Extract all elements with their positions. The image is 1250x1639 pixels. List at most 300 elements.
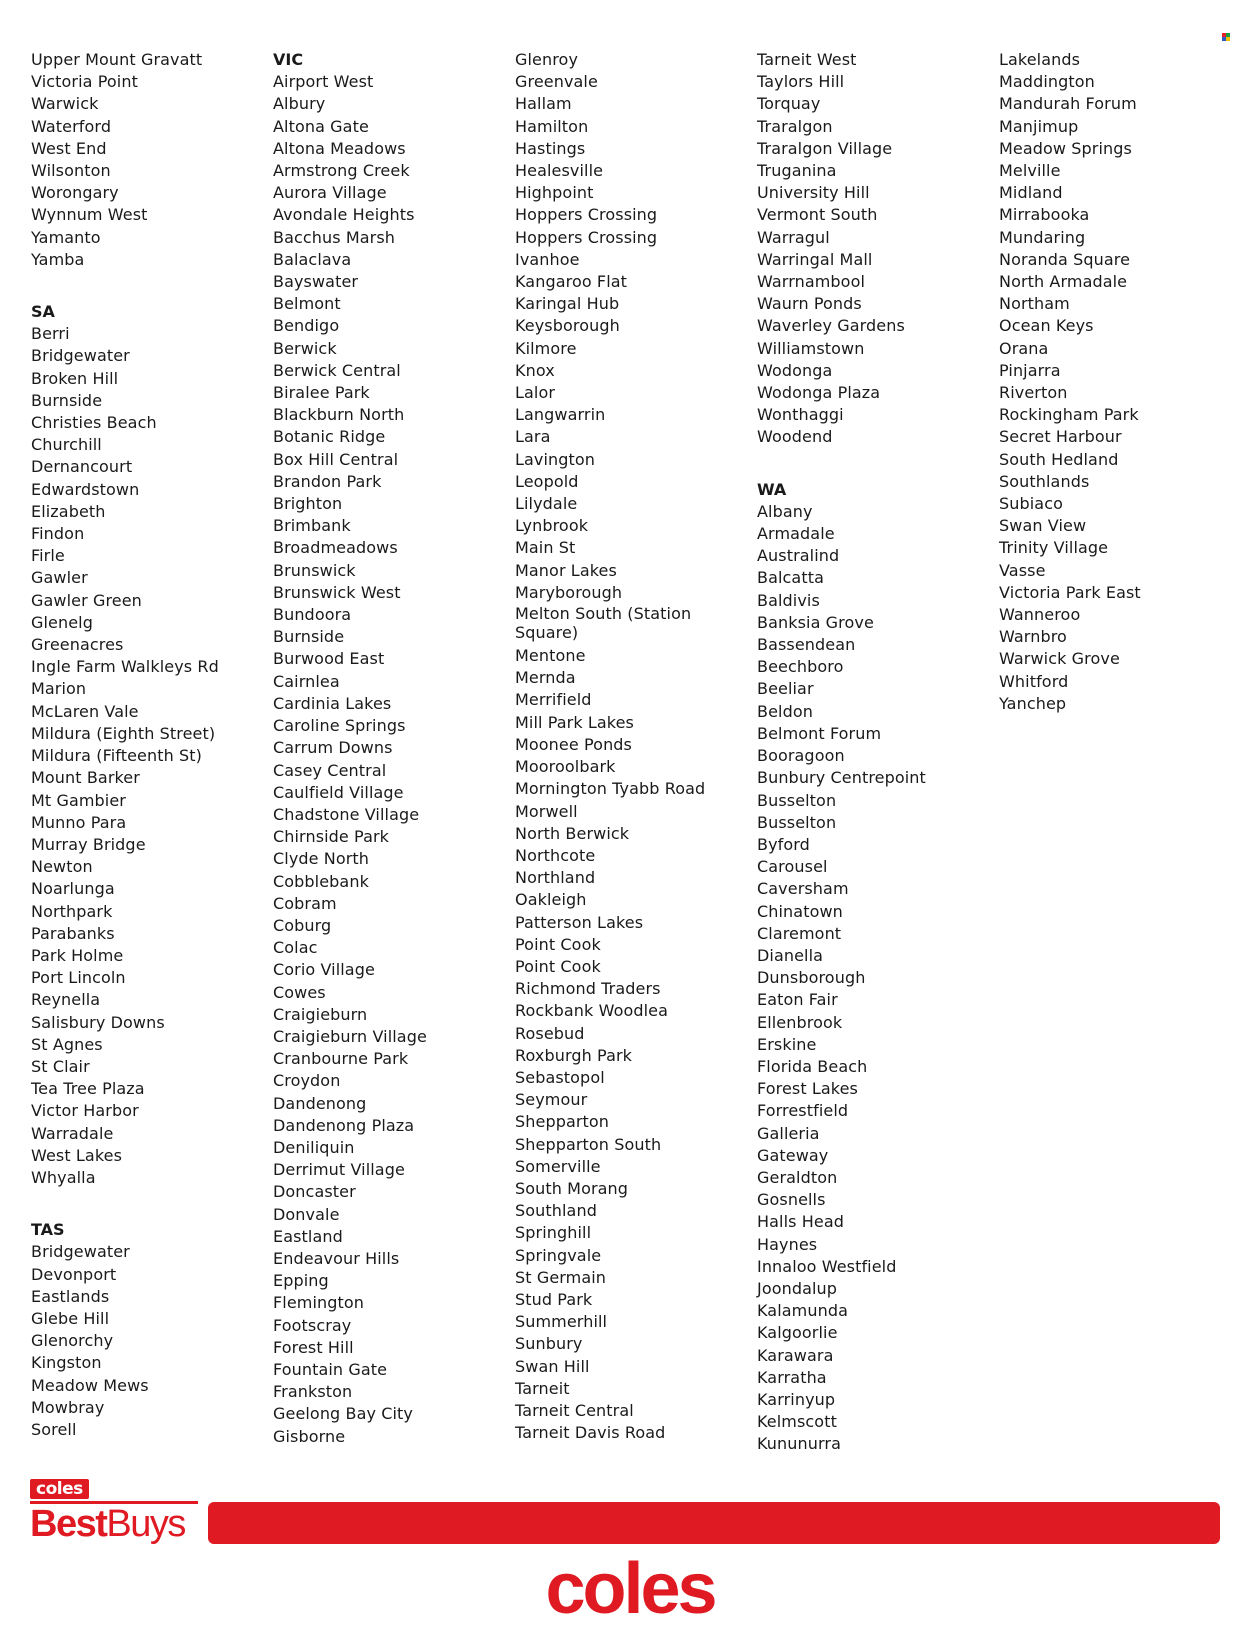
store-name: Doncaster <box>273 1182 356 1202</box>
bestbuys-buys: Buys <box>106 1503 185 1545</box>
store-name: Devonport <box>31 1264 117 1284</box>
store-name: Wonthaggi <box>757 405 844 425</box>
store-column-5 <box>999 49 1231 715</box>
store-name: Busselton <box>757 790 837 810</box>
store-name: Tarneit Central <box>515 1400 634 1420</box>
store-group <box>31 323 263 1189</box>
store-name: Shepparton <box>515 1112 610 1132</box>
store-name: Box Hill Central <box>273 449 399 469</box>
store-name: Erskine <box>757 1034 817 1054</box>
store-name: Midland <box>999 183 1063 203</box>
store-name: McLaren Vale <box>31 701 139 721</box>
store-name: Joondalup <box>757 1278 838 1298</box>
store-name: Truganina <box>757 161 837 181</box>
store-name: St Agnes <box>31 1034 103 1054</box>
store-name: Brighton <box>273 494 343 514</box>
store-name: Gawler <box>31 568 88 588</box>
store-name: Melton South (Station Square) <box>515 604 692 643</box>
store-name: Beeliar <box>757 679 814 699</box>
store-name: Firle <box>31 546 65 566</box>
store-name: Cobblebank <box>273 871 369 891</box>
store-column-1 <box>31 49 263 1441</box>
store-name: Ellenbrook <box>757 1012 843 1032</box>
store-name: Karratha <box>757 1367 827 1387</box>
store-name: Waverley Gardens <box>757 316 905 336</box>
store-name: Kalgoorlie <box>757 1323 838 1343</box>
store-name: Sebastopol <box>515 1067 605 1087</box>
store-name: Melville <box>999 161 1061 181</box>
store-name: Parabanks <box>31 923 115 943</box>
store-name: Wanneroo <box>999 605 1081 625</box>
store-name: Croydon <box>273 1071 341 1091</box>
store-name: Christies Beach <box>31 413 157 433</box>
store-name: South Morang <box>515 1178 629 1198</box>
store-name: Casey Central <box>273 760 387 780</box>
bestbuys-best: Best <box>30 1503 107 1545</box>
store-name: Lynbrook <box>515 516 589 536</box>
store-group <box>999 49 1231 715</box>
store-name: Glenorchy <box>31 1331 114 1351</box>
store-name: Dianella <box>757 945 824 965</box>
store-name: Warwick <box>31 94 99 114</box>
store-name: Booragoon <box>757 746 845 766</box>
store-name: Healesville <box>515 161 604 181</box>
store-name: Springhill <box>515 1223 592 1243</box>
store-name: Traralgon <box>757 116 833 136</box>
store-name: Kelmscott <box>757 1412 837 1432</box>
store-name: Trinity Village <box>999 538 1109 558</box>
store-name: Cardinia Lakes <box>273 693 392 713</box>
store-name: West End <box>31 138 107 158</box>
store-name: Eastlands <box>31 1286 110 1306</box>
store-name: Mentone <box>515 646 586 666</box>
store-name: Tarneit <box>515 1378 570 1398</box>
store-name: Beldon <box>757 701 813 721</box>
store-name: Sorell <box>31 1419 77 1439</box>
store-name: Ivanhoe <box>515 249 580 269</box>
store-column-3 <box>515 49 747 1444</box>
store-name: Endeavour Hills <box>273 1248 400 1268</box>
coles-logo: coles <box>545 1549 715 1629</box>
store-name: Rockbank Woodlea <box>515 1001 669 1021</box>
store-name: Southland <box>515 1201 597 1221</box>
store-name: Woodend <box>757 427 833 447</box>
store-name: Elizabeth <box>31 501 106 521</box>
store-name: Busselton <box>757 812 837 832</box>
store-name: Edwardstown <box>31 479 140 499</box>
store-name: Meadow Springs <box>999 138 1132 158</box>
store-name: Munno Para <box>31 812 127 832</box>
store-name: Frankston <box>273 1382 353 1402</box>
store-name: Berri <box>31 324 70 344</box>
store-name: Mill Park Lakes <box>515 712 634 732</box>
store-name: Meadow Mews <box>31 1375 149 1395</box>
store-group <box>757 501 989 1456</box>
group-spacer <box>757 449 989 479</box>
store-name: Upper Mount Gravatt <box>31 50 203 69</box>
store-name: Bundoora <box>273 605 352 625</box>
store-name: Galleria <box>757 1123 820 1143</box>
store-name: Carrum Downs <box>273 738 393 758</box>
store-name: Warnbro <box>999 627 1067 647</box>
store-name: Salisbury Downs <box>31 1012 165 1032</box>
store-name: Broadmeadows <box>273 538 398 558</box>
store-name: Merrifield <box>515 690 592 710</box>
store-name: North Armadale <box>999 272 1128 292</box>
store-name: Brunswick West <box>273 582 401 602</box>
store-name: Manor Lakes <box>515 560 617 580</box>
store-name: Footscray <box>273 1315 352 1335</box>
coles-small-logo: coles <box>30 1479 89 1499</box>
store-name: Blackburn North <box>273 405 405 425</box>
store-name: Albany <box>757 501 813 521</box>
store-name: Kangaroo Flat <box>515 272 628 292</box>
store-name: Flemington <box>273 1293 365 1313</box>
store-name: Craigieburn Village <box>273 1026 427 1046</box>
store-group <box>31 49 263 271</box>
store-name: Bridgewater <box>31 346 130 366</box>
store-name: Reynella <box>31 990 101 1010</box>
store-name: Albury <box>273 94 326 114</box>
store-name: Lilydale <box>515 494 578 514</box>
store-name: Corio Village <box>273 960 375 980</box>
store-name: Yanchep <box>999 693 1067 713</box>
store-name: Burnside <box>31 390 103 410</box>
state-heading: TAS <box>31 1220 65 1240</box>
store-name: Banksia Grove <box>757 612 874 632</box>
store-name: Karrinyup <box>757 1389 836 1409</box>
store-name: Bridgewater <box>31 1242 130 1262</box>
store-name: Northpark <box>31 901 113 921</box>
store-name: Claremont <box>757 923 842 943</box>
store-name: Yamanto <box>31 227 101 247</box>
store-group <box>757 49 989 449</box>
store-name: Dunsborough <box>757 968 866 988</box>
bestbuys-logo <box>30 1479 198 1544</box>
store-name: Lakelands <box>999 50 1081 69</box>
store-name: Mernda <box>515 668 576 688</box>
store-name: Somerville <box>515 1156 601 1176</box>
store-name: Waurn Ponds <box>757 294 862 314</box>
store-name: Halls Head <box>757 1212 844 1232</box>
store-name: Mooroolbark <box>515 757 616 777</box>
store-name: Cobram <box>273 893 337 913</box>
store-name: Wynnum West <box>31 205 148 225</box>
store-group <box>273 71 505 1448</box>
store-name: Kalamunda <box>757 1301 848 1321</box>
store-name: Burwood East <box>273 649 385 669</box>
store-name: Brimbank <box>273 516 351 536</box>
store-name: Greenacres <box>31 635 124 655</box>
store-name: Brunswick <box>273 560 356 580</box>
store-name: Gisborne <box>273 1426 346 1446</box>
store-name: Rosebud <box>515 1023 585 1043</box>
group-spacer <box>31 1189 263 1219</box>
store-name: Warragul <box>757 227 830 247</box>
store-name: Altona Meadows <box>273 138 406 158</box>
store-name: Chinatown <box>757 901 843 921</box>
store-name: Highpoint <box>515 183 594 203</box>
store-name: Colac <box>273 938 318 958</box>
store-name: Northland <box>515 868 596 888</box>
store-name: Riverton <box>999 383 1068 403</box>
store-name: Coburg <box>273 915 332 935</box>
store-group <box>31 1241 263 1441</box>
store-name: Murray Bridge <box>31 834 146 854</box>
state-heading: WA <box>757 479 787 499</box>
store-name: Summerhill <box>515 1312 608 1332</box>
store-name: Chirnside Park <box>273 827 390 847</box>
store-name: Manjimup <box>999 116 1079 136</box>
store-name: Newton <box>31 857 93 877</box>
store-name: Botanic Ridge <box>273 427 386 447</box>
store-name: Tarneit Davis Road <box>515 1423 666 1443</box>
store-name: Dernancourt <box>31 457 133 477</box>
store-name: Bassendean <box>757 635 856 655</box>
store-name: Hoppers Crossing <box>515 227 658 247</box>
store-name: Kingston <box>31 1353 102 1373</box>
store-name: Mundaring <box>999 227 1086 247</box>
store-name: Orana <box>999 338 1049 358</box>
store-name: Kilmore <box>515 338 577 358</box>
store-name: Wodonga Plaza <box>757 383 881 403</box>
store-name: Kununurra <box>757 1434 841 1454</box>
store-name: Glenelg <box>31 612 93 632</box>
store-name: Mildura (Fifteenth St) <box>31 746 203 766</box>
state-heading: SA <box>31 302 55 322</box>
store-name: Eastland <box>273 1226 343 1246</box>
store-name: Geraldton <box>757 1167 838 1187</box>
store-name: Tarneit West <box>757 50 857 69</box>
store-name: Oakleigh <box>515 890 587 910</box>
store-name: Knox <box>515 360 555 380</box>
store-name: South Hedland <box>999 449 1119 469</box>
store-name: Forest Hill <box>273 1337 354 1357</box>
store-name: Morwell <box>515 801 578 821</box>
store-name: Bayswater <box>273 272 359 292</box>
store-name: Keysborough <box>515 316 620 336</box>
store-name: St Germain <box>515 1267 607 1287</box>
store-name: Fountain Gate <box>273 1359 388 1379</box>
store-name: Maddington <box>999 72 1095 92</box>
store-name: Chadstone Village <box>273 804 420 824</box>
store-name: Main St <box>515 538 576 558</box>
store-name: Burnside <box>273 627 345 647</box>
store-name: Caversham <box>757 879 849 899</box>
store-name: Dandenong Plaza <box>273 1115 415 1135</box>
store-name: Tea Tree Plaza <box>31 1079 145 1099</box>
store-name: Wilsonton <box>31 161 111 181</box>
store-name: Lara <box>515 427 551 447</box>
store-name: Point Cook <box>515 934 601 954</box>
store-name: Mornington Tyabb Road <box>515 779 706 799</box>
store-name: Whyalla <box>31 1167 96 1187</box>
store-name: Karingal Hub <box>515 294 620 314</box>
store-name: Ingle Farm Walkleys Rd <box>31 657 219 677</box>
store-name: Glebe Hill <box>31 1308 110 1328</box>
store-name: Epping <box>273 1271 329 1291</box>
store-name: Karawara <box>757 1345 834 1365</box>
store-name: Subiaco <box>999 494 1063 514</box>
store-name: Vermont South <box>757 205 878 225</box>
store-name: Dandenong <box>273 1093 367 1113</box>
store-name: Hoppers Crossing <box>515 205 658 225</box>
store-column-2 <box>273 49 505 1448</box>
store-name: Florida Beach <box>757 1056 868 1076</box>
store-name: Northam <box>999 294 1070 314</box>
store-name: Leopold <box>515 471 579 491</box>
store-name: Noarlunga <box>31 879 115 899</box>
store-name: Point Cook <box>515 956 601 976</box>
store-name: Wodonga <box>757 360 833 380</box>
store-name: Springvale <box>515 1245 602 1265</box>
store-name: Swan View <box>999 516 1087 536</box>
store-name: Mirrabooka <box>999 205 1090 225</box>
store-name: Traralgon Village <box>757 138 893 158</box>
store-name: Richmond Traders <box>515 979 661 999</box>
store-name: Taylors Hill <box>757 72 845 92</box>
state-heading: VIC <box>273 50 304 69</box>
store-name: Lavington <box>515 449 596 469</box>
store-name: Cranbourne Park <box>273 1049 409 1069</box>
store-name: Victor Harbor <box>31 1101 139 1121</box>
store-name: Deniliquin <box>273 1137 355 1157</box>
store-name: Caulfield Village <box>273 782 404 802</box>
store-name: Moonee Ponds <box>515 734 632 754</box>
store-name: Balaclava <box>273 249 352 269</box>
store-name: Forrestfield <box>757 1101 849 1121</box>
store-name: Carousel <box>757 857 828 877</box>
store-name: North Berwick <box>515 823 630 843</box>
store-name: Mount Barker <box>31 768 140 788</box>
store-name: Hamilton <box>515 116 589 136</box>
store-name: Clyde North <box>273 849 370 869</box>
store-name: Armadale <box>757 524 835 544</box>
store-name: West Lakes <box>31 1145 123 1165</box>
store-name: Greenvale <box>515 72 598 92</box>
store-name: Cowes <box>273 982 326 1002</box>
store-name: Baldivis <box>757 590 820 610</box>
store-name: Hallam <box>515 94 572 114</box>
store-name: Roxburgh Park <box>515 1045 633 1065</box>
store-name: Craigieburn <box>273 1004 368 1024</box>
store-name: Williamstown <box>757 338 865 358</box>
store-name: Broken Hill <box>31 368 119 388</box>
store-name: Rockingham Park <box>999 405 1139 425</box>
store-name: Mowbray <box>31 1397 105 1417</box>
store-name: Bacchus Marsh <box>273 227 396 247</box>
store-list <box>31 49 1231 1454</box>
store-name: Patterson Lakes <box>515 912 644 932</box>
store-name: Glenroy <box>515 50 579 69</box>
store-name: Northcote <box>515 845 596 865</box>
store-name: Brandon Park <box>273 471 382 491</box>
store-name: Derrimut Village <box>273 1160 405 1180</box>
store-name: Balcatta <box>757 568 824 588</box>
store-name: Byford <box>757 834 810 854</box>
store-name: Yamba <box>31 249 85 269</box>
store-name: Swan Hill <box>515 1356 590 1376</box>
footer-red-banner <box>208 1502 1220 1544</box>
store-name: Bendigo <box>273 316 340 336</box>
store-name: Gawler Green <box>31 590 142 610</box>
store-name: Secret Harbour <box>999 427 1122 447</box>
store-name: Seymour <box>515 1090 588 1110</box>
store-name: St Clair <box>31 1056 90 1076</box>
store-column-4 <box>757 49 989 1456</box>
store-name: Beechboro <box>757 657 844 677</box>
store-name: Langwarrin <box>515 405 606 425</box>
store-name: Worongary <box>31 183 119 203</box>
store-name: Waterford <box>31 116 112 136</box>
store-name: University Hill <box>757 183 870 203</box>
store-name: Forest Lakes <box>757 1079 858 1099</box>
store-name: Port Lincoln <box>31 968 126 988</box>
store-name: Maryborough <box>515 582 623 602</box>
store-name: Pinjarra <box>999 360 1061 380</box>
store-name: Mandurah Forum <box>999 94 1137 114</box>
store-name: Stud Park <box>515 1289 593 1309</box>
group-spacer <box>31 271 263 301</box>
store-name: Churchill <box>31 435 102 455</box>
store-name: Whitford <box>999 671 1069 691</box>
store-name: Park Holme <box>31 945 124 965</box>
store-name: Southlands <box>999 471 1090 491</box>
store-group <box>515 49 747 1444</box>
store-name: Gosnells <box>757 1190 826 1210</box>
store-name: Berwick Central <box>273 360 401 380</box>
store-name: Cairnlea <box>273 671 340 691</box>
store-name: Hastings <box>515 138 586 158</box>
store-name: Innaloo Westfield <box>757 1256 897 1276</box>
store-name: Caroline Springs <box>273 716 406 736</box>
store-name: Warringal Mall <box>757 249 873 269</box>
store-name: Biralee Park <box>273 383 370 403</box>
store-name: Armstrong Creek <box>273 161 410 181</box>
store-name: Donvale <box>273 1204 340 1224</box>
store-name: Eaton Fair <box>757 990 838 1010</box>
store-name: Victoria Point <box>31 72 138 92</box>
bestbuys-wordmark <box>30 1504 198 1544</box>
store-name: Torquay <box>757 94 821 114</box>
store-name: Berwick <box>273 338 337 358</box>
store-name: Warwick Grove <box>999 649 1120 669</box>
store-name: Sunbury <box>515 1334 583 1354</box>
store-name: Altona Gate <box>273 116 369 136</box>
store-name: Bunbury Centrepoint <box>757 768 926 788</box>
corner-color-mark <box>1222 33 1230 41</box>
store-name: Aurora Village <box>273 183 387 203</box>
store-name: Lalor <box>515 383 556 403</box>
store-name: Vasse <box>999 560 1046 580</box>
store-name: Findon <box>31 524 85 544</box>
store-name: Shepparton South <box>515 1134 662 1154</box>
store-name: Geelong Bay City <box>273 1404 413 1424</box>
store-name: Mildura (Eighth Street) <box>31 723 216 743</box>
store-name: Warrnambool <box>757 272 866 292</box>
store-name: Australind <box>757 546 840 566</box>
store-name: Ocean Keys <box>999 316 1094 336</box>
store-name: Avondale Heights <box>273 205 415 225</box>
store-name: Belmont Forum <box>757 723 882 743</box>
store-name: Gateway <box>757 1145 829 1165</box>
store-name: Warradale <box>31 1123 114 1143</box>
store-name: Mt Gambier <box>31 790 126 810</box>
store-name: Haynes <box>757 1234 818 1254</box>
store-name: Airport West <box>273 72 374 92</box>
store-name: Victoria Park East <box>999 582 1141 602</box>
store-name: Noranda Square <box>999 249 1131 269</box>
